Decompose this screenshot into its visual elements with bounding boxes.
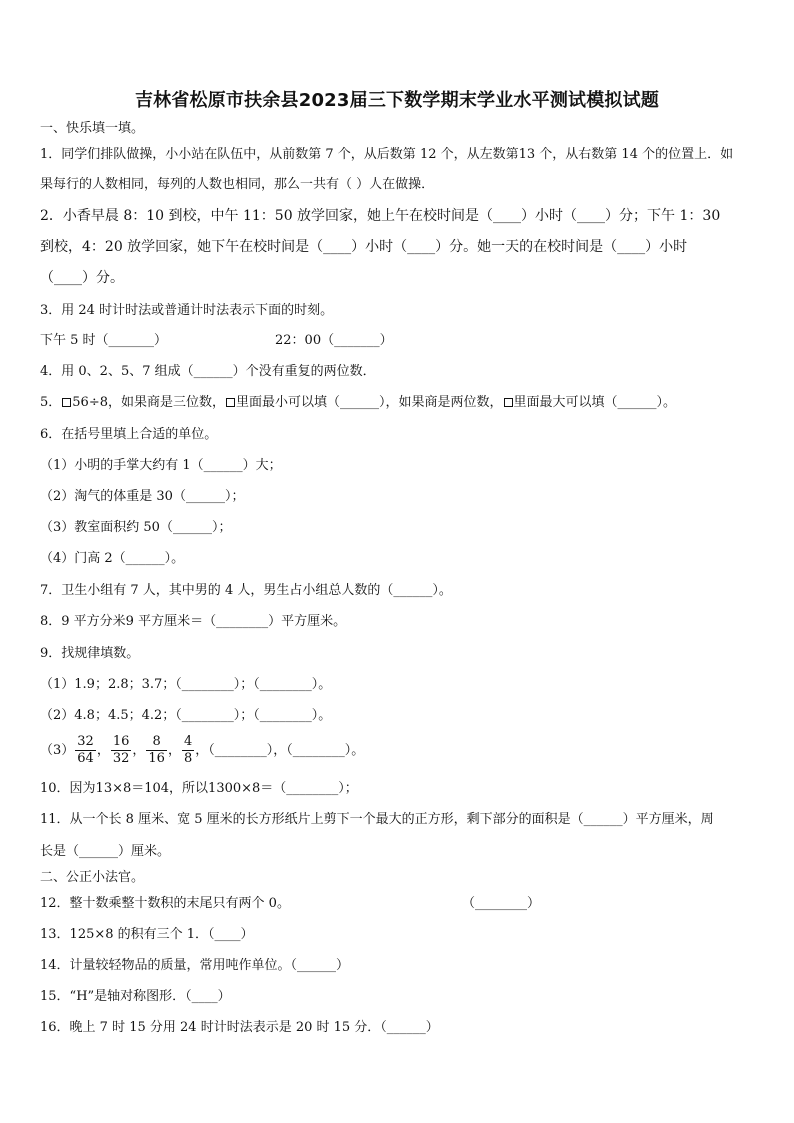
q3-item-2: 22：00（_______） — [275, 333, 393, 348]
q15-line: 15．“H”是轴对称图形．（____） — [40, 989, 231, 1004]
blank-square-icon — [62, 398, 71, 407]
q13-line: 13．125×8 的积有三个 1．（____） — [40, 927, 254, 942]
q9-part-3-label: （3） — [40, 743, 75, 758]
q6-part-4: （4）门高 2（______）。 — [40, 551, 185, 566]
q9-line-1: 9．找规律填数。 — [40, 646, 140, 661]
q12-blank: （________） — [462, 896, 541, 911]
fraction — [111, 734, 132, 767]
fraction-numerator: 4 — [183, 734, 193, 749]
blank-square-icon — [226, 398, 235, 407]
fraction-numerator: 16 — [112, 734, 130, 749]
q5-line — [40, 394, 676, 412]
q5-number: 5． — [40, 395, 62, 410]
fraction — [146, 734, 167, 767]
q7-line: 7．卫生小组有 7 人，其中男的 4 人，男生占小组总人数的（______）。 — [40, 583, 452, 598]
q10-line: 10．因为13×8＝104，所以1300×8＝（________）； — [40, 781, 358, 796]
fraction-numerator: 8 — [146, 734, 167, 751]
fraction — [75, 734, 96, 767]
q4-line: 4．用 0、2、5、7 组成（______）个没有重复的两位数． — [40, 364, 376, 379]
q3-line-1: 3．用 24 时计时法或普通计时法表示下面的时刻。 — [40, 303, 334, 318]
blank-square-icon — [504, 398, 513, 407]
q8-line: 8．9 平方分米9 平方厘米＝（________）平方厘米。 — [40, 614, 347, 629]
q5-text-2: 里面最小可以填（______），如果商是两位数， — [236, 395, 503, 410]
q9-part-3-blanks: ，（________），（________）。 — [195, 743, 365, 758]
q5-text-3: 里面最大可以填（______）。 — [513, 395, 677, 410]
q5-text-1: 56÷8，如果商是三位数， — [72, 395, 225, 410]
q3-item-1: 下午 5 时（_______） — [40, 333, 168, 348]
q12-line: 12．整十数乘整十数积的末尾只有两个 0。 — [40, 896, 290, 911]
fraction-denominator: 16 — [148, 751, 165, 766]
section-heading-fill: 一、快乐填一填。 — [40, 121, 145, 136]
q14-line: 14．计量较轻物品的质量，常用吨作单位。（______） — [40, 958, 350, 973]
fraction — [182, 734, 194, 767]
fraction-denominator: 64 — [77, 751, 94, 766]
q6-part-2: （2）淘气的体重是 30（______）； — [40, 489, 245, 504]
q1-line-1: 1．同学们排队做操，小小站在队伍中，从前数第 7 个，从后数第 12 个，从左数第13 个，从右数第 14 个的位置上．如 — [40, 147, 734, 162]
section-heading-judge: 二、公正小法官。 — [40, 870, 145, 885]
fraction-numerator: 32 — [77, 734, 94, 749]
q9-part-1: （1）1.9；2.8；3.7；（________）；（________）。 — [40, 677, 332, 692]
q16-line: 16．晚上 7 时 15 分用 24 时计时法表示是 20 时 15 分．（______） — [40, 1020, 439, 1035]
q2-line-1: 2．小香早晨 8：10 到校，中午 11：50 放学回家，她上午在校时间是（____）小时（____）分；下午 1：30 — [40, 208, 721, 224]
page-title: 吉林省松原市扶余县2023届三下数学期末学业水平测试模拟试题 — [134, 90, 660, 111]
q2-line-3: （____）分。 — [40, 270, 124, 286]
q6-part-3: （3）教室面积约 50（______）； — [40, 520, 232, 535]
q6-part-1: （1）小明的手掌大约有 1（______）大； — [40, 458, 282, 473]
fraction-denominator: 32 — [112, 751, 130, 766]
q11-line-2: 长是（______）厘米。 — [40, 844, 171, 859]
q9-part-3: （3） $\frac{32}{64}$ ， $\frac{16}{32}$ ， $\frac{8}{16}$ ， $\frac{4}{8}$ ，（________），（________）。 — [40, 734, 365, 766]
q1-line-2: 果每行的人数相同，每列的人数也相同，那么一共有（ ）人在做操． — [40, 177, 435, 192]
q2-line-2: 到校，4：20 放学回家，她下午在校时间是（____）小时（____）分。她一天的在校时间是（____）小时 — [40, 239, 688, 255]
q6-line-1: 6．在括号里填上合适的单位。 — [40, 427, 218, 442]
q9-part-2: （2）4.8；4.5；4.2；（________）；（________）。 — [40, 708, 332, 723]
q11-line-1: 11．从一个长 8 厘米、宽 5 厘米的长方形纸片上剪下一个最大的正方形，剩下部分的面积是（______）平方厘米，周 — [40, 812, 714, 827]
fraction-denominator: 8 — [183, 751, 193, 766]
